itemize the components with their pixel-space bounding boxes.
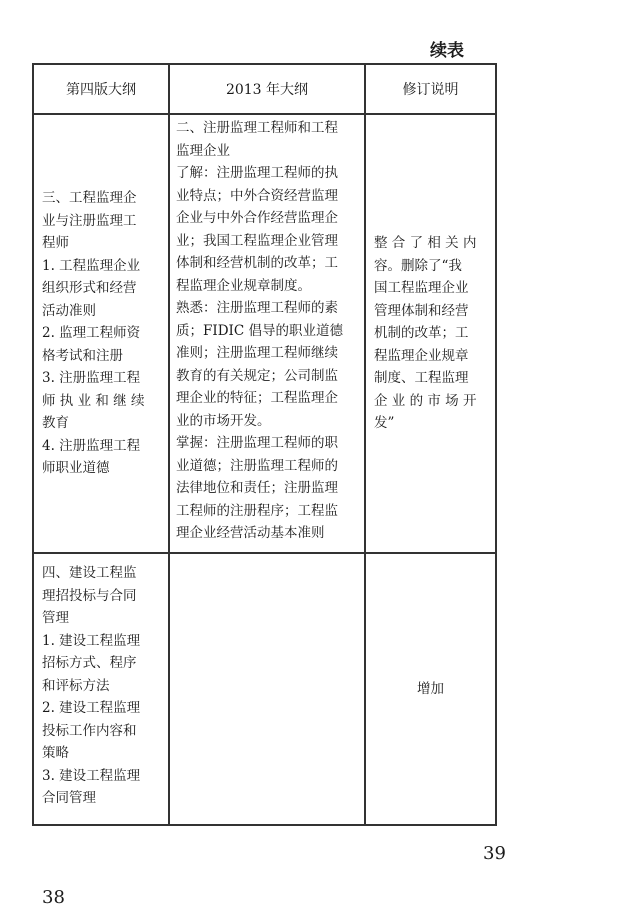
- row1-col2-line: 法律地位和责任；注册监理: [176, 480, 338, 496]
- row1-col2-line: 二、注册监理工程师和工程: [176, 120, 338, 136]
- row1-col2-line: 体制和经营机制的改革；工: [176, 255, 338, 271]
- row1-col2-line: 业道德；注册监理工程师的: [176, 457, 338, 474]
- row1-col3-line: 企 业 的 市 场 开: [374, 392, 477, 409]
- page-number-right: 39: [483, 843, 506, 864]
- row2-col1-line: 1. 建设工程监理: [42, 632, 141, 649]
- row2-col1-line: 管理: [42, 610, 69, 626]
- row2-col1-line: 3. 建设工程监理: [42, 767, 141, 784]
- row1-col1-line: 教育: [42, 415, 69, 432]
- row1-col1-line: 师职业道德: [42, 460, 110, 477]
- header-2013-outline: 2013 年大纲: [169, 64, 365, 114]
- row1-revision-notes-cell: [365, 114, 496, 553]
- row2-col1-line: 招标方式、程序: [42, 655, 137, 671]
- row2-2013-outline-cell: [169, 553, 365, 825]
- row1-col2-line: 业的市场开发。: [176, 412, 271, 429]
- header-fourth-edition: 第四版大纲: [33, 64, 169, 114]
- row2-revision-notes-cell: [365, 553, 496, 825]
- row2-col1-line: 四、建设工程监: [42, 565, 137, 581]
- row2-col1-line: 合同管理: [42, 790, 96, 806]
- continued-label: 续表: [430, 41, 464, 61]
- row1-col2-line: 教育的有关规定；公司制监: [176, 367, 338, 384]
- row1-col3-line: 程监理企业规章: [374, 347, 469, 364]
- row1-col1-line: 1. 工程监理企业: [42, 257, 141, 274]
- table-row: [33, 553, 496, 825]
- row1-col1-line: 3. 注册监理工程: [42, 370, 141, 387]
- row1-col2-line: 熟悉：注册监理工程师的素: [176, 300, 338, 316]
- row2-col1-line: 投标工作内容和: [42, 722, 137, 739]
- row1-col1-line: 程师: [42, 235, 69, 252]
- row2-col3-line: 增加: [417, 680, 444, 697]
- row1-col3-line: 国工程监理企业: [374, 280, 469, 297]
- row1-fourth-edition-cell: [33, 114, 169, 553]
- row1-col2-line: 理企业的特征；工程监理企: [176, 390, 338, 406]
- row1-col1-line: 业与注册监理工: [42, 212, 137, 229]
- row1-col1-line: 4. 注册监理工程: [42, 437, 141, 454]
- row1-col2-line: 业特点；中外合资经营监理: [176, 187, 338, 204]
- row2-col1-line: 理招投标与合同: [42, 587, 137, 604]
- row1-col3-line: 机制的改革；工: [374, 325, 469, 342]
- row1-col2-line: 业；我国工程监理企业管理: [176, 232, 338, 249]
- row1-col1-line: 师 执 业 和 继 续: [42, 392, 145, 409]
- row1-col3-line: 容。删除了“我: [374, 257, 462, 274]
- row1-col3-line: 发”: [374, 415, 395, 432]
- table-row: [33, 114, 496, 553]
- row1-col1-line: 组织形式和经营: [42, 280, 137, 297]
- table-header-row: [33, 64, 496, 114]
- row2-col1-line: 和评标方法: [42, 677, 110, 694]
- header-revision-notes: 修订说明: [365, 64, 496, 114]
- row1-col2-line: 工程师的注册程序；工程监: [176, 502, 338, 519]
- row1-col2-line: 理企业经营活动基本准则: [176, 525, 325, 541]
- row2-col1-line: 2. 建设工程监理: [42, 700, 141, 716]
- row1-col3-line: 整 合 了 相 关 内: [374, 235, 477, 252]
- row1-col2-line: 掌握：注册监理工程师的职: [176, 435, 338, 451]
- row2-fourth-edition-cell: [33, 553, 169, 825]
- row1-col2-line: 程监理企业规章制度。: [176, 277, 311, 294]
- row2-col1-line: 策略: [42, 745, 69, 761]
- row1-col2-line: 企业与中外合作经营监理企: [176, 210, 338, 226]
- comparison-table: [32, 63, 497, 826]
- page-number-left: 38: [42, 887, 65, 908]
- row1-col3-line: 制度、工程监理: [374, 370, 469, 387]
- row1-2013-outline-cell: [169, 114, 365, 553]
- row1-col2-line: 了解：注册监理工程师的执: [176, 165, 338, 181]
- row1-col1-line: 2. 监理工程师资: [42, 325, 141, 342]
- row1-col1-line: 活动准则: [42, 302, 96, 319]
- row1-col2-line: 准则；注册监理工程师继续: [176, 345, 338, 361]
- row1-col2-line: 监理企业: [176, 142, 230, 159]
- row1-col1-line: 三、工程监理企: [42, 190, 137, 207]
- row1-col3-line: 管理体制和经营: [374, 302, 469, 319]
- row1-col1-line: 格考试和注册: [42, 347, 123, 364]
- row1-col2-line: 质；FIDIC 倡导的职业道德: [176, 322, 343, 339]
- outline-comparison-table: [32, 63, 495, 823]
